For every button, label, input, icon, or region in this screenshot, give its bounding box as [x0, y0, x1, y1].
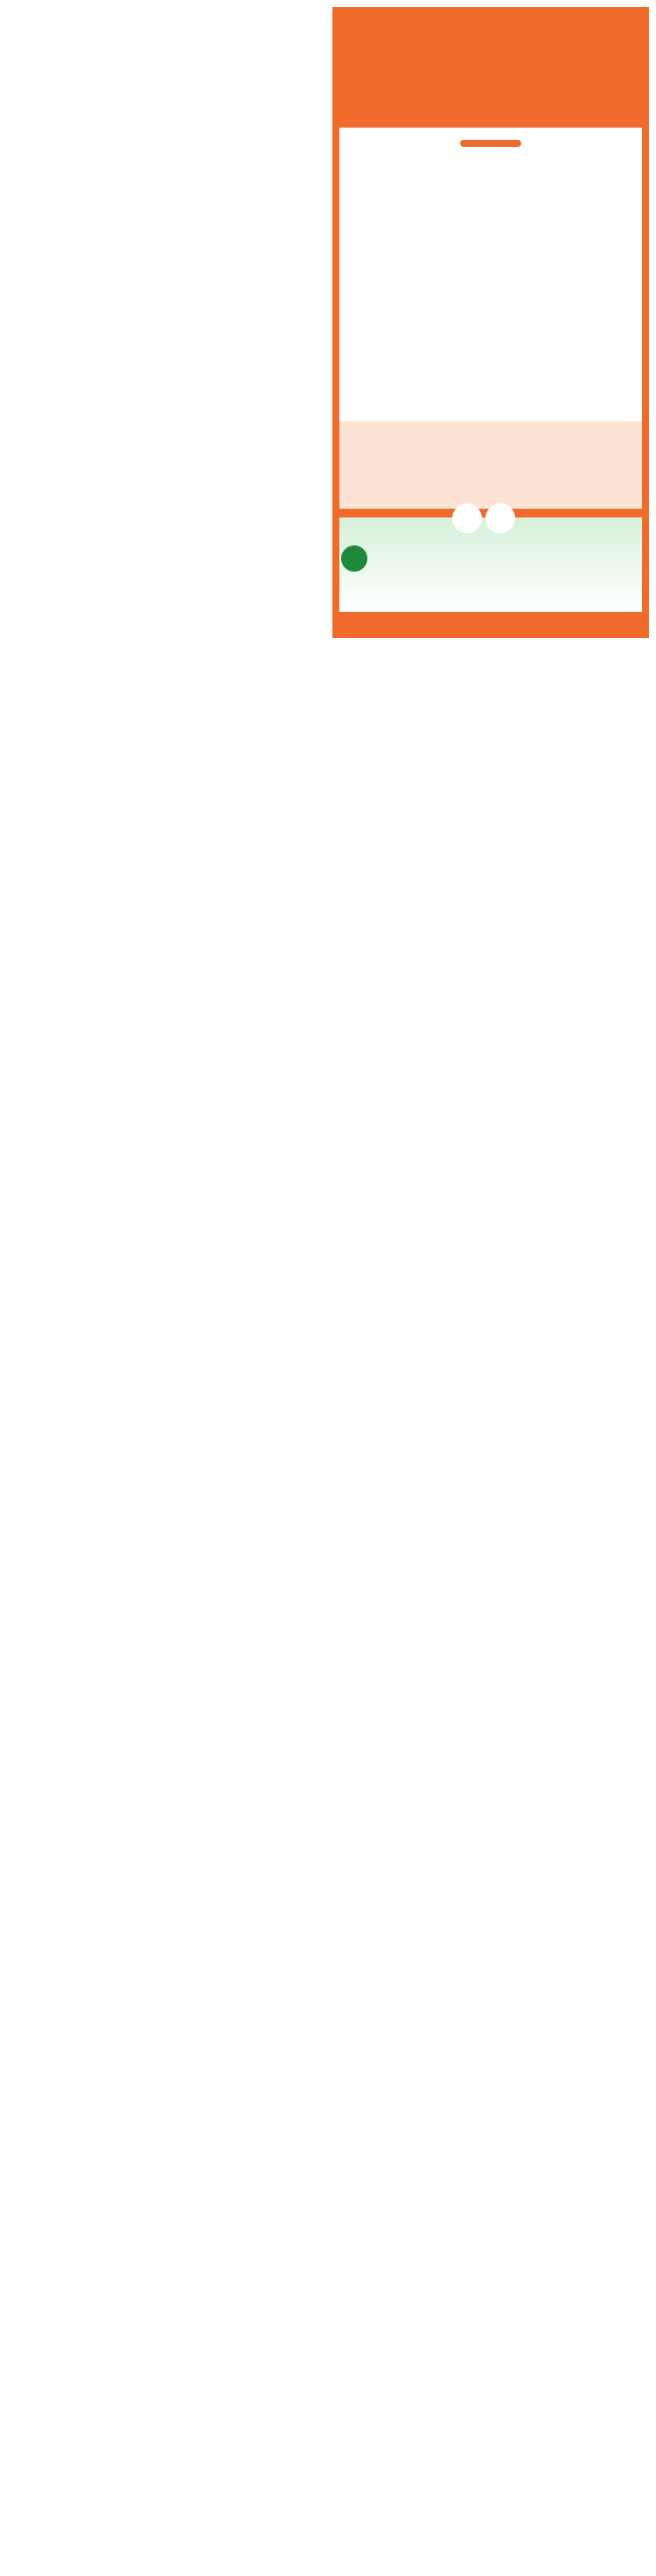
lunch-badge: [460, 140, 521, 147]
discount-badge: [341, 545, 367, 572]
new-management-line: [332, 503, 635, 533]
new-badge-1: [452, 503, 482, 533]
new-badge-2: [485, 503, 515, 533]
info-panel: [339, 128, 642, 500]
address: [339, 421, 642, 509]
lunch-offer-text: [339, 150, 642, 157]
restaurant-banner: [332, 7, 649, 638]
